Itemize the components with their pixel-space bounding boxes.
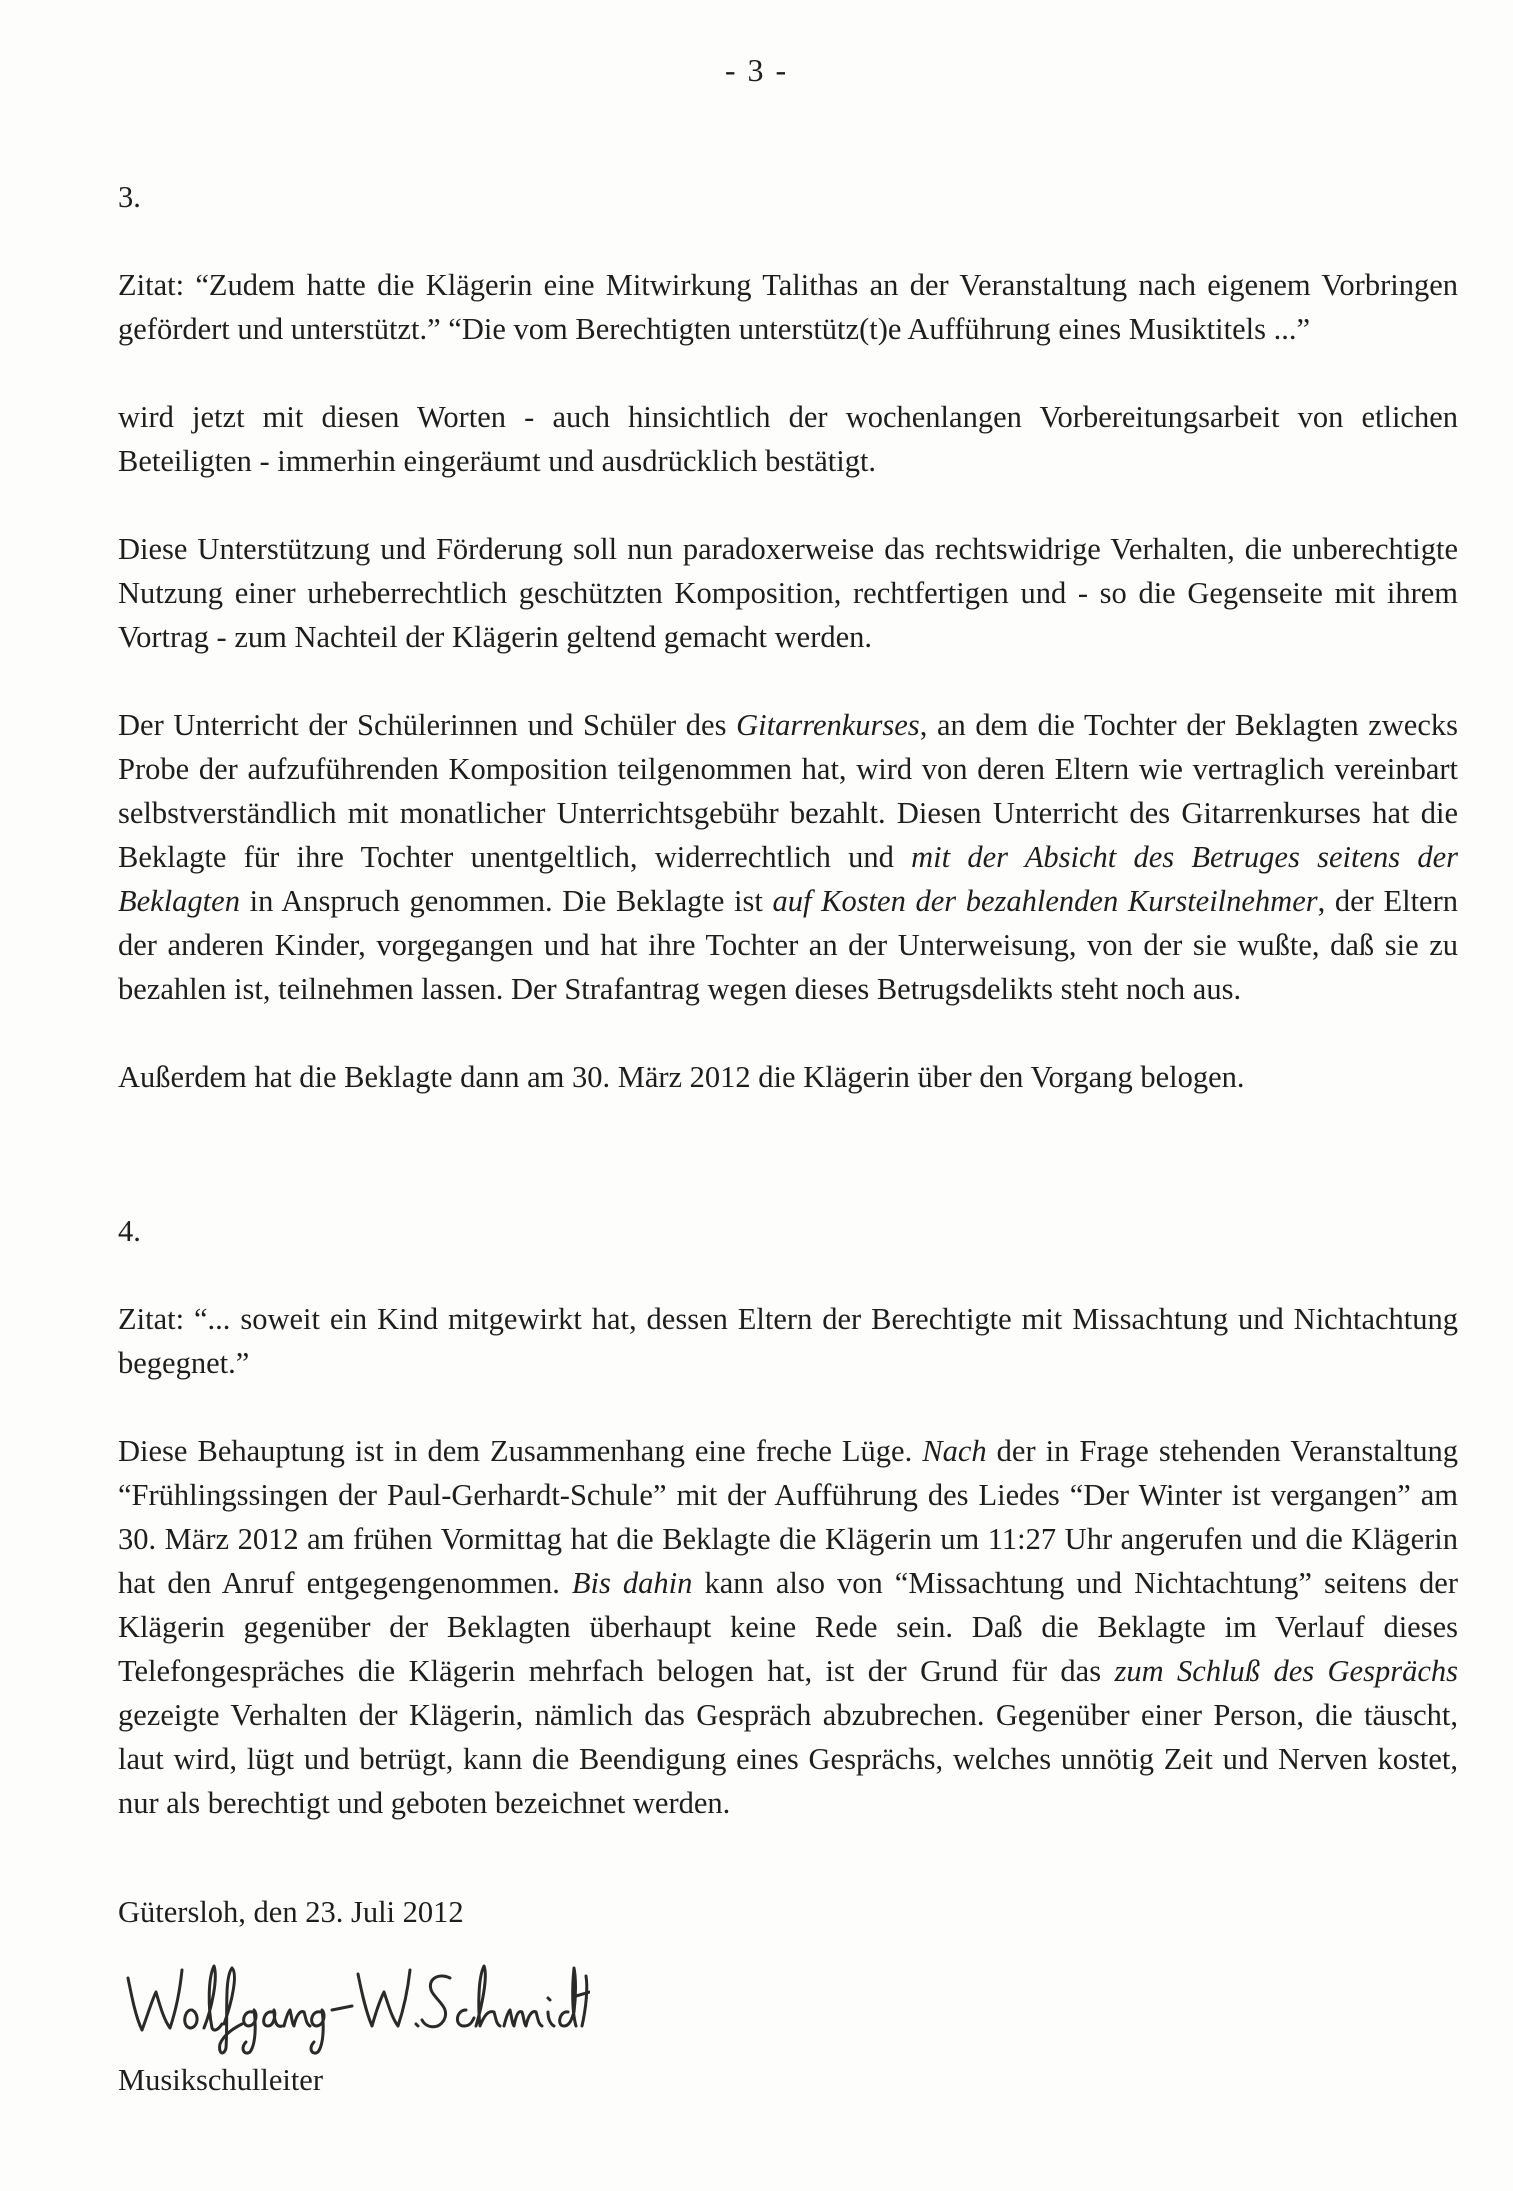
section-3: [118, 175, 1458, 1099]
text-run: wird jetzt mit diesen Worten - auch hinsichtlich der wochenlangen Vorbereitungsarbeit von etlichen Beteiligten - immerhin eingeräumt und ausdrücklich bestätigt.: [118, 400, 1458, 478]
text-run: gezeigte Verhalten der Klägerin, nämlich das Gespräch abzubrechen. Gegenüber einer Person, die täuscht, laut wird, lügt und betrügt, kann die Beendigung eines Gesprächs, welches unnötig Zeit und Nerven kostet, nur als berechtigt und geboten bezeichnet werden.: [118, 1698, 1458, 1820]
emphasized-text: auf Kosten der bezahlenden Kursteilnehmer: [772, 884, 1318, 918]
paragraph: [118, 703, 1458, 1011]
emphasized-text: zum Schluß des Gesprächs: [1114, 1654, 1458, 1688]
text-run: Zitat: “... soweit ein Kind mitgewirkt hat, dessen Eltern der Berechtigte mit Missachtung und Nichtachtung begegnet.”: [118, 1302, 1458, 1380]
section-4: [118, 1209, 1458, 1825]
text-run: , an dem die Tochter der Beklagten zwecks Probe der aufzuführenden Komposition teilgenommen hat, wird von deren Eltern wie vertraglich vereinbart selbstverständlich mit monatlicher Unterrichtsgebühr bezahlt. Diesen Unterricht des Gitarrenkurses hat die Beklagte für ihre Tochter unentgeltlich, widerrechtlich und: [118, 708, 1458, 874]
emphasized-text: Bis dahin: [571, 1566, 693, 1600]
text-run: der in Frage stehenden Veranstaltung “Frühlingssingen der Paul-Gerhardt-Schule” mit der Aufführung des Liedes “Der Winter ist vergangen” am 30. März 2012 am frühen Vormittag hat die Beklagte die Klägerin um 11:27 Uhr angerufen und die Klägerin hat den Anruf entgegengenommen.: [118, 1434, 1458, 1600]
text-run: Diese Behauptung ist in dem Zusammenhang eine freche Lüge.: [118, 1434, 923, 1468]
section-spacer: [118, 1143, 1458, 1209]
letter-body: [118, 175, 1458, 1869]
paragraph: [118, 1297, 1458, 1385]
paragraph: [118, 1429, 1458, 1825]
emphasized-text: Gitarrenkurses: [736, 708, 920, 742]
place-date: Gütersloh, den 23. Juli 2012: [118, 1895, 464, 1929]
paragraph: [118, 527, 1458, 659]
text-run: Außerdem hat die Beklagte dann am 30. März 2012 die Klägerin über den Vorgang belogen.: [118, 1060, 1245, 1094]
text-run: kann also von “Missachtung und Nichtachtung” seitens der Klägerin gegenüber der Beklagten überhaupt keine Rede sein. Daß die Beklagte im Verlauf dieses Telefongespräches die Klägerin mehrfach belogen hat, ist der Grund für das: [118, 1566, 1458, 1688]
text-run: in Anspruch genommen. Die Beklagte ist: [239, 884, 773, 918]
emphasized-text: mit der Absicht des Betruges seitens der Beklagten: [118, 840, 1459, 918]
text-run: Zitat: “Zudem hatte die Klägerin eine Mitwirkung Talithas an der Veranstaltung nach eigenem Vorbringen gefördert und unterstützt.” “Die vom Berechtigten unterstütz(t)e Aufführung eines Musiktitels ...”: [118, 268, 1458, 346]
text-run: Der Unterricht der Schülerinnen und Schüler des: [118, 708, 737, 742]
paragraph: [118, 395, 1458, 483]
handwritten-signature: [120, 1948, 590, 2058]
paragraph: [118, 263, 1458, 351]
text-run: , der Eltern der anderen Kinder, vorgegangen und hat ihre Tochter an der Unterweisung, von der sie wußte, daß sie zu bezahlen ist, teilnehmen lassen. Der Strafantrag wegen dieses Betrugsdelikts steht noch aus.: [118, 884, 1458, 1006]
paragraph: [118, 1055, 1458, 1099]
signer-role: Musikschulleiter: [118, 2063, 323, 2097]
text-run: Diese Unterstützung und Förderung soll nun paradoxerweise das rechtswidrige Verhalten, die unberechtigte Nutzung einer urheberrechtlich geschützten Komposition, rechtfertigen und - so die Gegenseite mit ihrem Vortrag - zum Nachteil der Klägerin geltend gemacht werden.: [118, 532, 1458, 654]
page-number: - 3 -: [724, 52, 789, 88]
section-number: 4.: [118, 1214, 141, 1248]
emphasized-text: Nach: [922, 1434, 987, 1468]
section-number: 3.: [118, 180, 141, 214]
